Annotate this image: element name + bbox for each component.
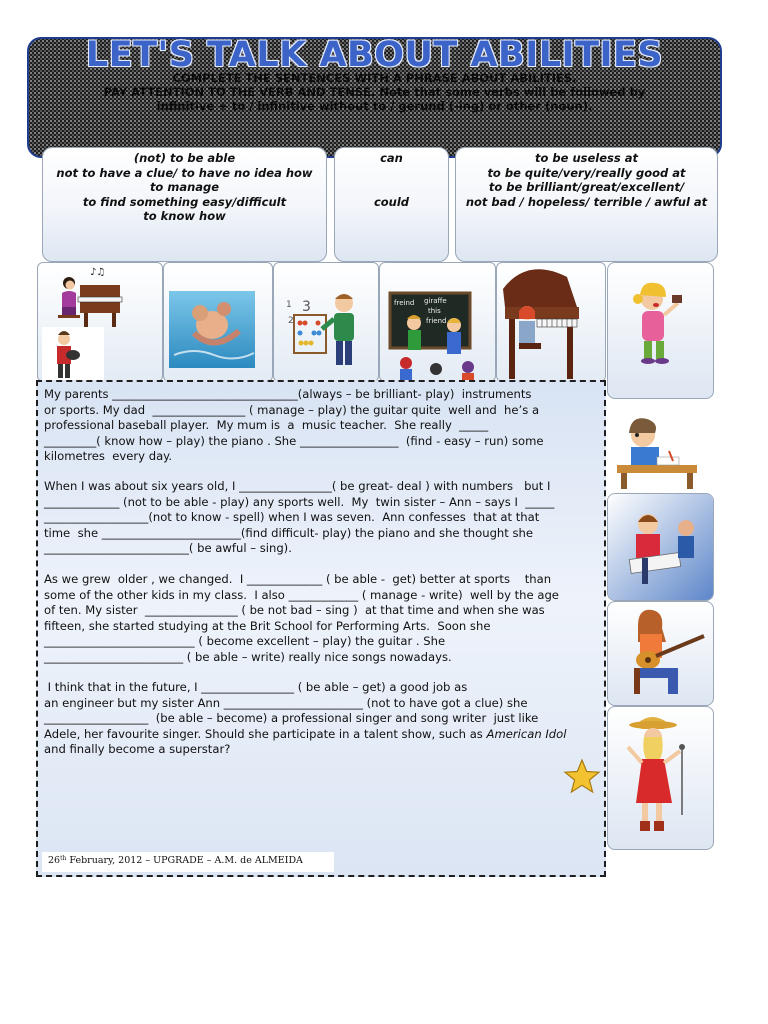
text-line: My parents ________________________________(always – be brilliant- play) instruments (44, 387, 532, 401)
word-item: to know how (143, 209, 226, 224)
paragraph-4 (44, 680, 604, 758)
svg-text:3: 3 (302, 299, 311, 315)
spelling-blackboard-clipart (379, 262, 496, 382)
text-line: some of the other kids in my class. I also ____________ ( manage - write) well by the age (44, 587, 559, 602)
word-item: could (373, 194, 410, 209)
grand-piano-clipart (496, 262, 606, 382)
footer-day-suffix: th (60, 855, 67, 862)
paragraph-2 (44, 479, 604, 557)
word-item: not bad / hopeless/ terrible / awful at (465, 194, 708, 209)
exercise-panel (36, 380, 606, 877)
engineer-drawing-clipart (607, 493, 714, 601)
page-title: LET'S TALK ABOUT ABILITIES (85, 37, 664, 75)
text-line: of ten. My sister ________________ ( be not bad – sing ) at that time and when she was (44, 603, 545, 617)
footer-text: February, 2012 – UPGRADE – A.M. de ALMEIDA (66, 855, 303, 866)
text-line: _________________________( be awful – sing). (44, 541, 292, 555)
svg-text:♪♫: ♪♫ (90, 267, 106, 278)
instruction-line: COMPLETE THE SENTENCES WITH A PHRASE ABOUT ABILITIES. (172, 71, 577, 85)
word-box-adjectives (455, 147, 718, 262)
paragraph-1 (44, 387, 604, 465)
singing-girl-clipart (607, 262, 714, 399)
word-item: to be quite/very/really good at (487, 165, 686, 180)
word-item: not to have a clue/ to have no idea how (56, 165, 313, 180)
text-line: an engineer but my sister Ann ________________________ (not to have got a clue) she (44, 695, 528, 710)
word-item: (not) to be able (133, 151, 236, 165)
text-line: professional baseball player. My mum is a music teacher. She really _____ (44, 418, 489, 432)
instruction-line: infinitive + to / infinitive without to / gerund (-ing) or other (noun). (156, 99, 593, 113)
piano-player-clipart (37, 262, 163, 382)
text-line: ________________________ ( be able – write) really nice songs nowadays. (44, 649, 452, 664)
text-line: As we grew older , we changed. I _____________ ( be able - get) better at sports than (44, 572, 552, 586)
star-icon (562, 758, 602, 794)
text-line: When I was about six years old, I ________________( be great- deal ) with numbers but I (44, 479, 551, 493)
footer-credit (42, 852, 334, 872)
svg-text:friend: friend (426, 317, 447, 325)
text-line: I think that in the future, I ________________ ( be able – get) a good job as (44, 680, 468, 694)
word-item: to be useless at (535, 151, 638, 165)
abacus-teacher-clipart (273, 262, 379, 382)
word-item: to find something easy/difficult (82, 194, 287, 209)
svg-text:giraffe: giraffe (424, 297, 447, 305)
text-line: and finally become a superstar? (44, 742, 231, 756)
word-item: to manage (149, 180, 220, 195)
svg-text:1: 1 (286, 300, 292, 310)
word-item: can (380, 151, 403, 165)
title-banner (27, 37, 722, 158)
swimming-lesson-photo (163, 262, 273, 382)
text-line: time she ________________________(find difficult- play) the piano and she thought she (44, 525, 534, 540)
instruction-line: PAY ATTENTION TO THE VERB AND TENSE. Note that some verbs will be followed by (103, 85, 646, 99)
word-item: to be brilliant/great/excellent/ (488, 180, 685, 195)
paragraph-3 (44, 572, 604, 665)
text-line: or sports. My dad ________________ ( manage – play) the guitar quite well and he’s a (44, 402, 540, 417)
word-box-phrases (42, 147, 327, 262)
text-line: __________________ (be able – become) a professional singer and song writer just like (44, 711, 539, 725)
singer-microphone-clipart (607, 706, 714, 850)
svg-text:freind: freind (394, 299, 415, 307)
writing-boy-clipart (607, 399, 714, 496)
text-line (44, 727, 604, 743)
text-line: __________________________ ( become excellent – play) the guitar . She (44, 634, 446, 648)
text-line-part: Adele, her favourite singer. Should she participate in a talent show, such as (44, 726, 487, 741)
text-line: fifteen, she started studying at the Brit School for Performing Arts. Soon she (44, 618, 491, 633)
guitar-girl-clipart (607, 601, 714, 706)
svg-text:this: this (428, 307, 441, 315)
footer-day: 26 (48, 855, 61, 866)
text-line: __________________(not to know - spell) when I was seven. Ann confesses that at that (44, 510, 540, 524)
text-line: _____________ (not to be able - play) any sports well. My twin sister – Ann – says I _____ (44, 494, 555, 509)
italic-show-name: American Idol (486, 726, 567, 741)
svg-text:2: 2 (288, 316, 294, 326)
text-line: kilometres every day. (44, 449, 173, 463)
instructions (89, 71, 660, 113)
text-line: _________( know how – play) the piano . She _________________ (find - easy – run) some (44, 433, 544, 448)
word-box-modals (334, 147, 449, 262)
